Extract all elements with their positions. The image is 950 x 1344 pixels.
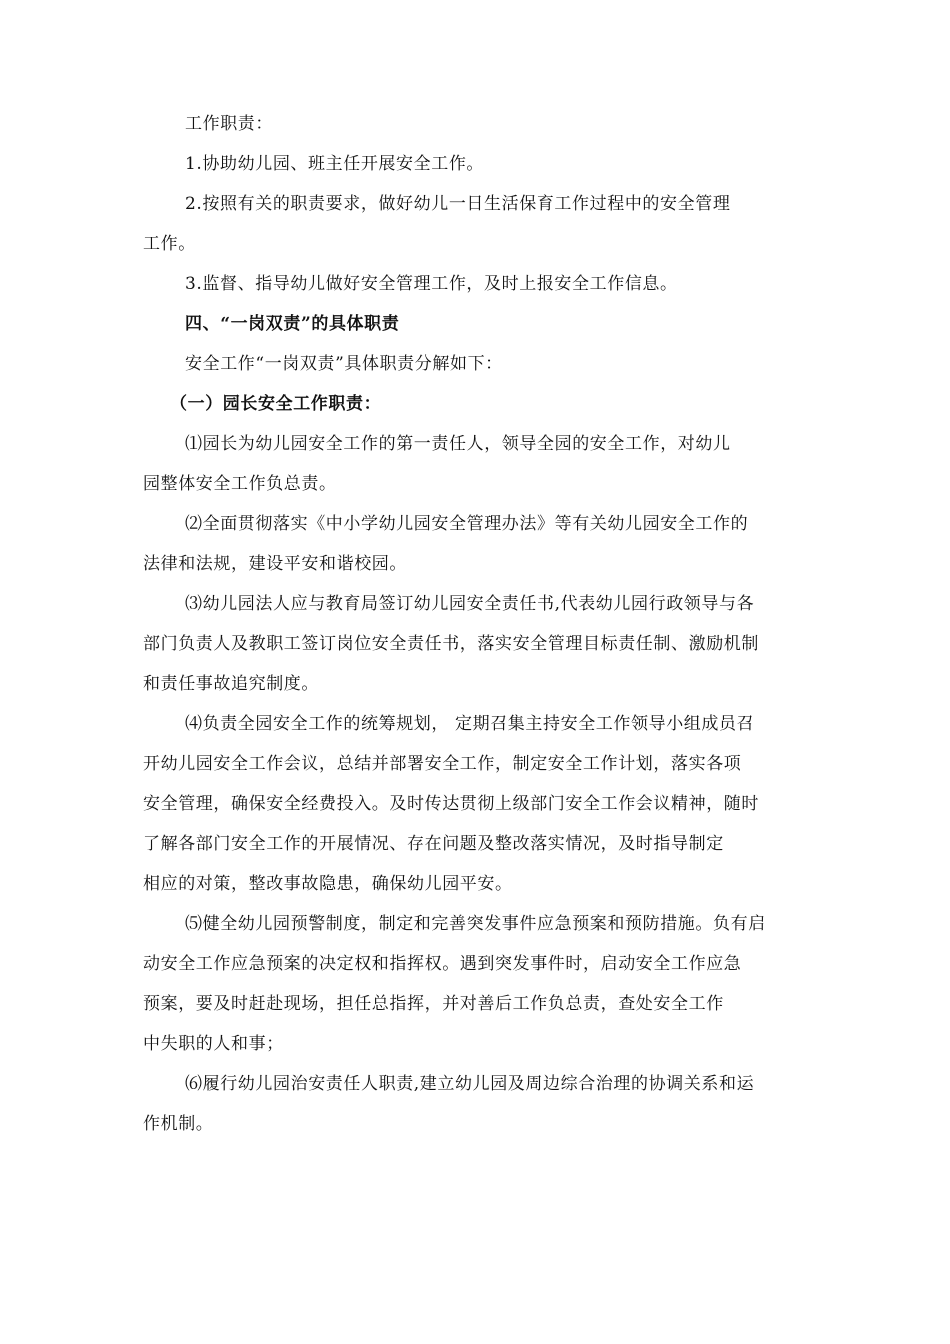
text-line: 安全工作“一岗双责”具体职责分解如下： [185, 354, 503, 374]
text-line: 了解各部门安全工作的开展情况、存在问题及整改落实情况，及时指导制定 [143, 834, 724, 854]
text-line: 开幼儿园安全工作会议，总结并部署安全工作，制定安全工作计划，落实各项 [143, 754, 742, 774]
text-line: 部门负责人及教职工签订岗位安全责任书，落实安全管理目标责任制、激励机制 [143, 634, 759, 654]
text-line: 预案，要及时赶赴现场，担任总指挥，并对善后工作负总责，查处安全工作 [143, 994, 724, 1014]
section-heading: 四、“一岗双责”的具体职责 [185, 314, 400, 334]
text-line: ⑷负责全园安全工作的统筹规划， 定期召集主持安全工作领导小组成员召 [185, 714, 755, 734]
text-line: 作机制。 [143, 1114, 214, 1134]
text-line: 工作。 [143, 234, 196, 254]
text-line: ⑴园长为幼儿园安全工作的第一责任人，领导全园的安全工作，对幼儿 [185, 434, 731, 454]
text-line: 相应的对策，整改事故隐患，确保幼儿园平安。 [143, 874, 513, 894]
text-line: ⑵全面贯彻落实《中小学幼儿园安全管理办法》等有关幼儿园安全工作的 [185, 514, 749, 534]
text-line: 园整体安全工作负总责。 [143, 474, 337, 494]
subsection-heading: （一）园长安全工作职责： [170, 394, 382, 414]
text-line: 工作职责： [185, 114, 273, 134]
text-line: 法律和法规，建设平安和谐校园。 [143, 554, 407, 574]
text-line: 2.按照有关的职责要求，做好幼儿一日生活保育工作过程中的安全管理 [185, 194, 731, 214]
text-line: 1.协助幼儿园、班主任开展安全工作。 [185, 154, 485, 174]
text-line: ⑹履行幼儿园治安责任人职责,建立幼儿园及周边综合治理的协调关系和运 [185, 1074, 755, 1094]
text-line: ⑶幼儿园法人应与教育局签订幼儿园安全责任书,代表幼儿园行政领导与各 [185, 594, 755, 614]
text-line: 中失职的人和事； [143, 1034, 284, 1054]
text-line: 和责任事故追究制度。 [143, 674, 319, 694]
text-line: 安全管理，确保安全经费投入。及时传达贯彻上级部门安全工作会议精神，随时 [143, 794, 759, 814]
text-line: ⑸健全幼儿园预警制度，制定和完善突发事件应急预案和预防措施。负有启 [185, 914, 766, 934]
text-line: 动安全工作应急预案的决定权和指挥权。遇到突发事件时，启动安全工作应急 [143, 954, 742, 974]
text-line: 3.监督、指导幼儿做好安全管理工作，及时上报安全工作信息。 [185, 274, 678, 294]
